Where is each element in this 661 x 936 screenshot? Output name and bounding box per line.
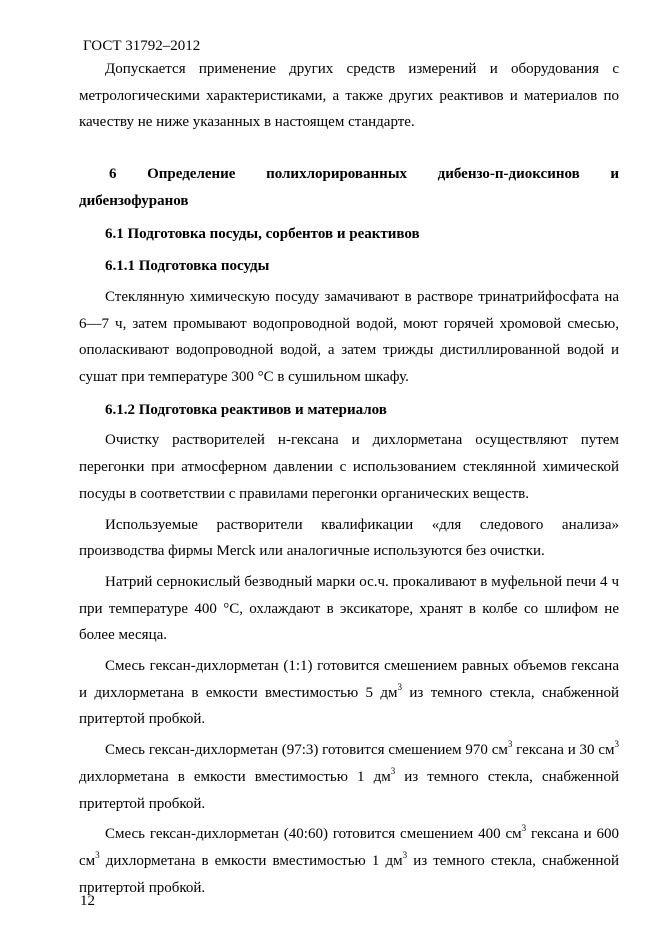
section-6-number: 6 — [109, 166, 117, 183]
page-number: 12 — [80, 893, 95, 909]
paragraph-solvents-used: Используемые растворители квалификации «для следового анализа» производства фирмы Merck или аналогичные используются без очистки. — [79, 516, 619, 560]
page-content — [79, 56, 619, 901]
paragraph-mixture-97-3 — [79, 737, 619, 817]
paragraph-mixture-1-1 — [79, 653, 619, 733]
mixture-40-60-text-c: дихлорметана в емкости вместимостью 1 дм — [99, 852, 403, 869]
mixture-40-60-sup-1: 3 — [521, 823, 527, 834]
intro-line-2: метрологическими характеристиками, а также других реактивов и материалов по — [79, 87, 619, 104]
paragraph-mixture-40-60 — [79, 821, 619, 901]
paragraph-solvent-cleaning: Очистку растворителей н-гексана и дихлорметана осуществляют путем перегонки при атмосферном давлении с использованием стеклянной химической посуды в соответствии с правилами перегонки органических веществ. — [79, 432, 619, 502]
section-6-1-1-heading: 6.1.1 Подготовка посуды — [105, 258, 270, 275]
section-6-word-3: дибензо-п-диоксинов — [437, 166, 580, 183]
section-6-word-2: полихлорированных — [266, 166, 408, 183]
intro-line-1: Допускается применение других средств измерений и оборудования с — [105, 61, 619, 77]
mixture-40-60-sup-3: 3 — [402, 849, 408, 860]
mixture-97-3-text-b: гексана и 30 см — [512, 742, 615, 759]
section-6-word-4: и — [610, 166, 619, 183]
intro-line-3: качеству не ниже указанных в настоящем стандарте. — [79, 114, 415, 131]
mixture-40-60-text-d: из темного стекла, снабженной притертой пробкой. — [79, 852, 619, 896]
mixture-40-60-sup-2: 3 — [95, 849, 100, 860]
mixture-40-60-text-a: Смесь гексан-дихлорметан (40:60) готовится смешением 400 см — [105, 826, 522, 843]
section-6-heading-line-2: дибензофуранов — [79, 192, 189, 209]
mixture-40-60-text-b: гексана и 600 см — [79, 826, 619, 869]
section-6-1-heading: 6.1 Подготовка посуды, сорбентов и реактивов — [105, 225, 420, 242]
mixture-97-3-sup-2: 3 — [614, 739, 619, 750]
mixture-97-3-text-c: дихлорметана в емкости вместимостью 1 дм — [79, 768, 391, 785]
section-6-heading — [79, 161, 619, 214]
mixture-1-1-text-b: из темного стекла, снабженной притертой пробкой. — [79, 684, 620, 728]
mixture-1-1-text-a: Смесь гексан-дихлорметан (1:1) готовится смешением равных объемов гексана и дихлорметана в емкости вместимостью 5 дм — [79, 658, 619, 701]
mixture-97-3-text-a: Смесь гексан-дихлорметан (97:3) готовится смешением 970 см — [105, 742, 508, 759]
section-6-word-1: Определение — [147, 166, 236, 183]
mixture-97-3-text-d: из темного стекла, снабженной притертой пробкой. — [79, 768, 619, 812]
mixture-1-1-sup: 3 — [397, 681, 403, 692]
section-6-1-2-heading: 6.1.2 Подготовка реактивов и материалов — [105, 401, 387, 418]
paragraph-sodium-sulfate: Натрий сернокислый безводный марки ос.ч. прокаливают в муфельной печи 4 ч при температуре 400 °С, охлаждают в эксикаторе, хранят в колбе со шлифом не более месяца. — [79, 573, 619, 644]
mixture-97-3-sup-1: 3 — [507, 739, 513, 750]
section-6-1-1-text: Стеклянную химическую посуду замачивают в растворе тринатрийфосфата на 6—7 ч, затем промывают водопроводной водой, моют горячей хромовой смесью, ополаскивают водопроводной водой, а затем трижды дистиллированной водой и сушат при температуре 300 °С в сушильном шкафу. — [79, 288, 619, 386]
document-header: ГОСТ 31792–2012 — [83, 38, 201, 54]
mixture-97-3-sup-3: 3 — [390, 765, 396, 776]
